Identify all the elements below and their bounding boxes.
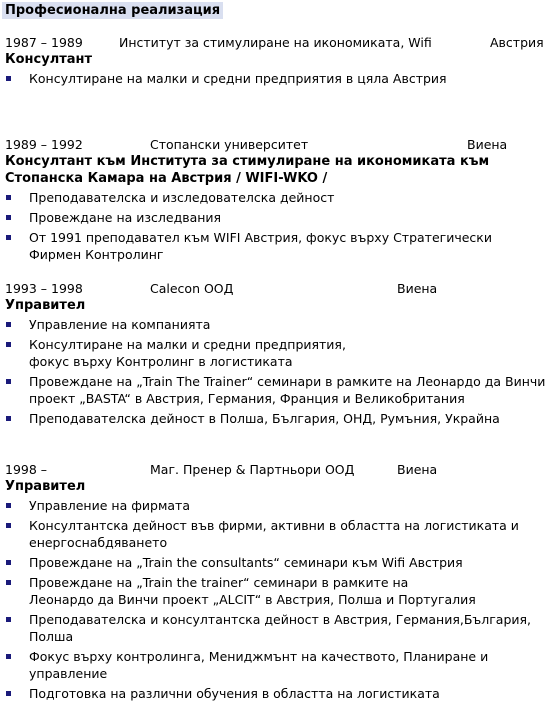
list-item: Преподавателска дейност в Полша, България, ОНД, Румъния, Украйна bbox=[0, 410, 552, 427]
job-role: Консултант към Института за стимулиране на икономиката към Стопанска Камара на Австрия / WIFI-WKO / bbox=[5, 154, 490, 186]
job-location: Виена bbox=[397, 462, 438, 477]
job-organization: Calecon ООД bbox=[150, 281, 234, 296]
bullet-icon bbox=[6, 416, 11, 421]
list-item: Консултиране на малки и средни предприятия, фокус върху Контролинг в логистиката bbox=[0, 336, 552, 370]
list-item: Подготовка на различни обучения в областта на логистиката bbox=[0, 685, 552, 702]
bullet-icon bbox=[6, 654, 11, 659]
job-duties bbox=[0, 189, 552, 263]
bullet-icon bbox=[6, 235, 11, 240]
job-organization: Маг. Пренер & Партньори ООД bbox=[150, 462, 355, 477]
job-organization: Стопански университет bbox=[150, 137, 309, 152]
bullet-icon bbox=[6, 379, 11, 384]
bullet-icon bbox=[6, 342, 11, 347]
bullet-icon bbox=[6, 322, 11, 327]
list-item: Консултиране на малки и средни предприятия в цяла Австрия bbox=[0, 70, 552, 87]
bullet-icon bbox=[6, 560, 11, 565]
bullet-icon bbox=[6, 503, 11, 508]
job-duties bbox=[0, 497, 552, 702]
job-years: 1998 – bbox=[5, 462, 48, 477]
list-item: Преподавателска и консултантска дейност в Австрия, Германия,България, Полша bbox=[0, 611, 552, 645]
job-entry bbox=[0, 35, 552, 90]
bullet-icon bbox=[6, 76, 11, 81]
job-years: 1987 – 1989 bbox=[5, 35, 83, 50]
list-item: Преподавателска и изследователска дейност bbox=[0, 189, 552, 206]
job-role: Управител bbox=[5, 479, 86, 494]
list-item: Провеждане на „Train The Trainer“ семинари в рамките на Леонардо да Винчи проект „BASTA“ в Австрия, Германия, Франция и Великобритания bbox=[0, 373, 552, 407]
bullet-icon bbox=[6, 617, 11, 622]
job-role: Управител bbox=[5, 298, 86, 313]
bullet-icon bbox=[6, 215, 11, 220]
job-entry bbox=[0, 462, 552, 705]
job-years: 1993 – 1998 bbox=[5, 281, 83, 296]
job-organization: Институт за стимулиране на икономиката, Wifi bbox=[119, 35, 432, 50]
job-location: Австрия bbox=[490, 35, 544, 50]
list-item: Провеждане на „Train the trainer“ семинари в рамките на Леонардо да Винчи проект „ALCIT“ в Австрия, Полша и Португалия bbox=[0, 574, 552, 608]
job-duties bbox=[0, 70, 552, 87]
job-header bbox=[0, 137, 506, 153]
job-header bbox=[0, 462, 436, 478]
bullet-icon bbox=[6, 523, 11, 528]
job-entry bbox=[0, 281, 552, 430]
job-header bbox=[0, 281, 436, 297]
job-years: 1989 – 1992 bbox=[5, 137, 83, 152]
job-location: Виена bbox=[397, 281, 438, 296]
list-item: Провеждане на изследвания bbox=[0, 209, 552, 226]
list-item: Консултантска дейност във фирми, активни в областта на логистиката и енергоснабдяването bbox=[0, 517, 552, 551]
bullet-icon bbox=[6, 195, 11, 200]
job-location: Виена bbox=[467, 137, 508, 152]
list-item: Управление на компанията bbox=[0, 316, 552, 333]
bullet-icon bbox=[6, 691, 11, 696]
bullet-icon bbox=[6, 580, 11, 585]
job-header bbox=[0, 35, 546, 51]
list-item: Провеждане на „Train the consultants“ семинари към Wifi Австрия bbox=[0, 554, 552, 571]
job-duties bbox=[0, 316, 552, 427]
job-entry bbox=[0, 137, 552, 266]
list-item: От 1991 преподавател към WIFI Австрия, фокус върху Стратегически Фирмен Контролинг bbox=[0, 229, 552, 263]
section-title: Професионална реализация bbox=[2, 2, 223, 19]
job-role: Консултант bbox=[5, 52, 93, 67]
list-item: Фокус върху контролинга, Мениджмънт на качеството, Планиране и управление bbox=[0, 648, 552, 682]
list-item: Управление на фирмата bbox=[0, 497, 552, 514]
